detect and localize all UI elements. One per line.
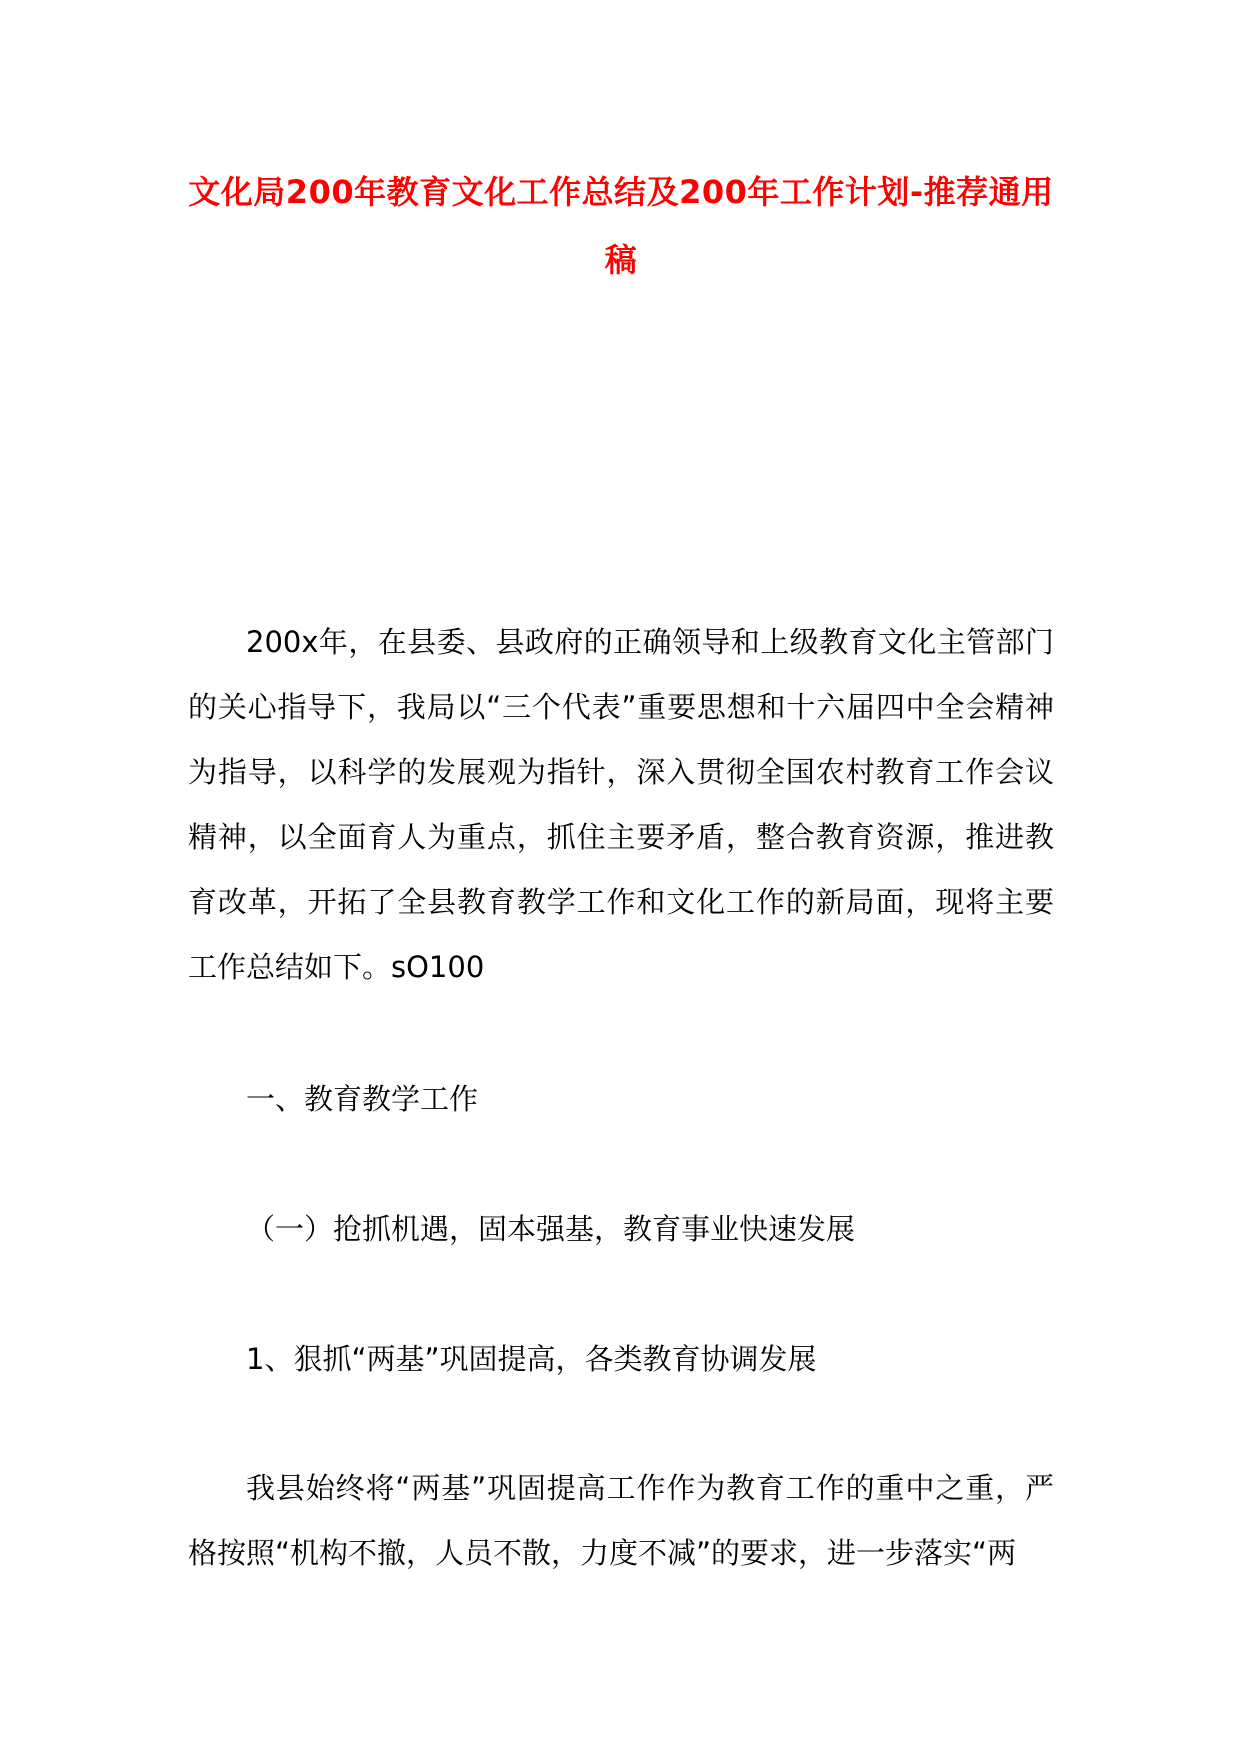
item-paragraph: 我县始终将“两基”巩固提高工作作为教育工作的重中之重，严格按照“机构不撤，人员不散，力度不减”的要求，进一步落实“两 — [188, 1471, 1054, 1570]
item-heading: 1、狠抓“两基”巩固提高，各类教育协调发展 — [246, 1342, 817, 1376]
subsection-heading: （一）抢抓机遇，固本强基，教育事业快速发展 — [246, 1212, 856, 1246]
intro-paragraph: 200x年，在县委、县政府的正确领导和上级教育文化主管部门的关心指导下，我局以“三个代表”重要思想和十六届四中全会精神为指导，以科学的发展观为指针，深入贯彻全国农村教育工作会议精神，以全面育人为重点，抓住主要矛盾，整合教育资源，推进教育改革，开拓了全县教育教学工作和文化工作的新局面，现将主要工作总结如下。sO100 — [188, 625, 1054, 984]
section-heading: 一、教育教学工作 — [246, 1082, 479, 1116]
document-title: 文化局200年教育文化工作总结及200年工作计划-推荐通用稿 — [188, 173, 1054, 279]
